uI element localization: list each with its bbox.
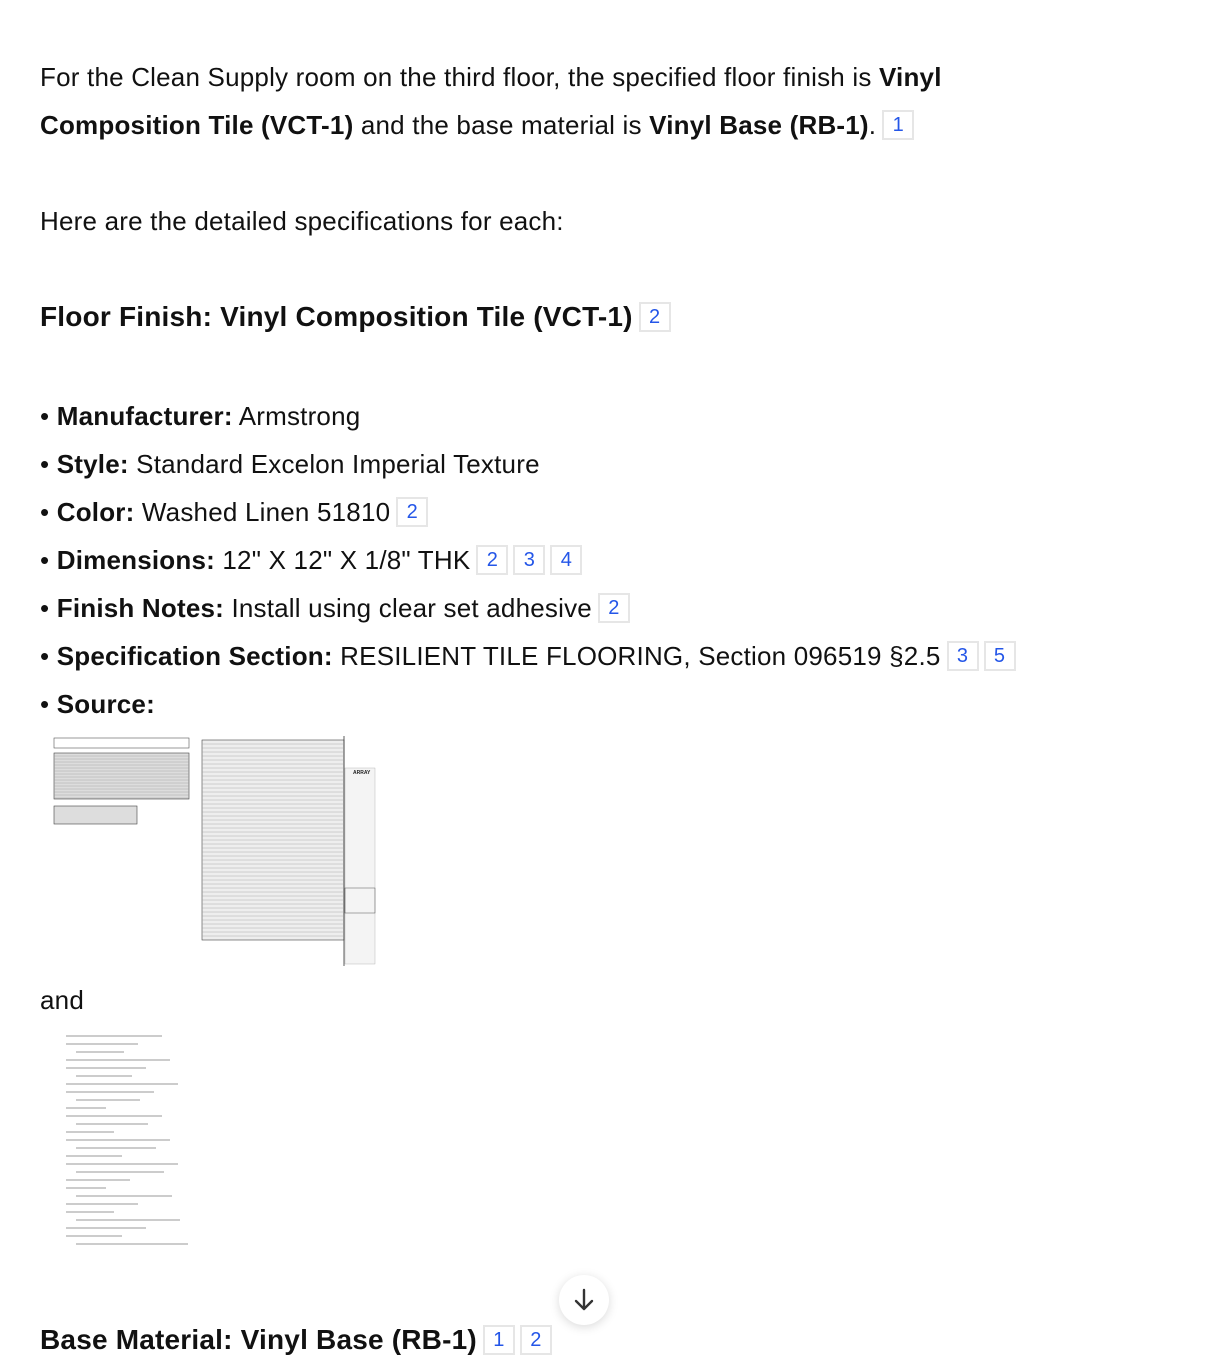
spec-label: Source: xyxy=(56,689,155,719)
bullet: • xyxy=(40,593,57,623)
spec-label: Style: xyxy=(56,449,129,479)
spec-list-item xyxy=(40,440,540,488)
bullet: • xyxy=(40,449,57,479)
spec-list-item xyxy=(40,680,155,728)
bullet: • xyxy=(40,497,57,527)
spec-list-item xyxy=(40,392,360,440)
source-separator: and xyxy=(40,985,84,1015)
spec-label: Dimensions: xyxy=(56,545,215,575)
arrow-down-icon xyxy=(571,1287,597,1313)
section-heading-floor-finish: Floor Finish: Vinyl Composition Tile (VCT-1) 2 xyxy=(40,293,671,341)
citation-badge[interactable]: 4 xyxy=(550,545,582,575)
spec-page-image xyxy=(58,1028,208,1253)
bullet: • xyxy=(40,545,57,575)
spec-value: Standard Excelon Imperial Texture xyxy=(128,449,540,479)
citation-badge[interactable]: 1 xyxy=(483,1325,515,1355)
spec-label: Manufacturer: xyxy=(56,401,233,431)
section-heading-base-material: Base Material: Vinyl Base (RB-1) 1 2 xyxy=(40,1316,552,1364)
spec-label: Specification Section: xyxy=(56,641,333,671)
citation-badge[interactable]: 2 xyxy=(396,497,428,527)
spec-value: Install using clear set adhesive xyxy=(224,593,592,623)
spec-value: 12" X 12" X 1/8" THK xyxy=(214,545,471,575)
citation-badge[interactable]: 2 xyxy=(520,1325,552,1355)
spec-label: Color: xyxy=(56,497,135,527)
source-thumbnail-spec-page[interactable] xyxy=(58,1028,208,1253)
spec-list-item xyxy=(40,584,630,632)
sheet-logo: ARRAY xyxy=(353,770,371,776)
citation-badge[interactable]: 5 xyxy=(984,641,1016,671)
bullet: • xyxy=(40,401,57,431)
bullet: • xyxy=(40,641,57,671)
citation-badge[interactable]: 1 xyxy=(882,110,914,140)
spec-value: RESILIENT TILE FLOORING, Section 096519 §2.5 xyxy=(332,641,941,671)
citation-badge[interactable]: 2 xyxy=(598,593,630,623)
citation-badge[interactable]: 2 xyxy=(476,545,508,575)
spec-list-item xyxy=(40,632,1016,680)
answer-paragraph-line-1: For the Clean Supply room on the third floor, the specified floor finish is Vinyl xyxy=(40,62,942,92)
scroll-down-button[interactable] xyxy=(559,1275,609,1325)
spec-label: Finish Notes: xyxy=(56,593,225,623)
spec-list-item xyxy=(40,536,582,584)
citation-badge[interactable]: 3 xyxy=(947,641,979,671)
citation-badge[interactable]: 2 xyxy=(639,302,671,332)
source-thumbnail-drawing-sheet[interactable] xyxy=(40,728,380,972)
spec-value: Washed Linen 51810 xyxy=(134,497,391,527)
spec-list-item xyxy=(40,488,428,536)
spec-value: Armstrong xyxy=(232,401,361,431)
citation-badge[interactable]: 3 xyxy=(513,545,545,575)
bullet: • xyxy=(40,689,57,719)
lead-text: Here are the detailed specifications for each: xyxy=(40,206,564,236)
drawing-sheet-image xyxy=(40,728,380,972)
answer-paragraph-line-2: Composition Tile (VCT-1) and the base material is Vinyl Base (RB-1). 1 xyxy=(40,101,914,149)
